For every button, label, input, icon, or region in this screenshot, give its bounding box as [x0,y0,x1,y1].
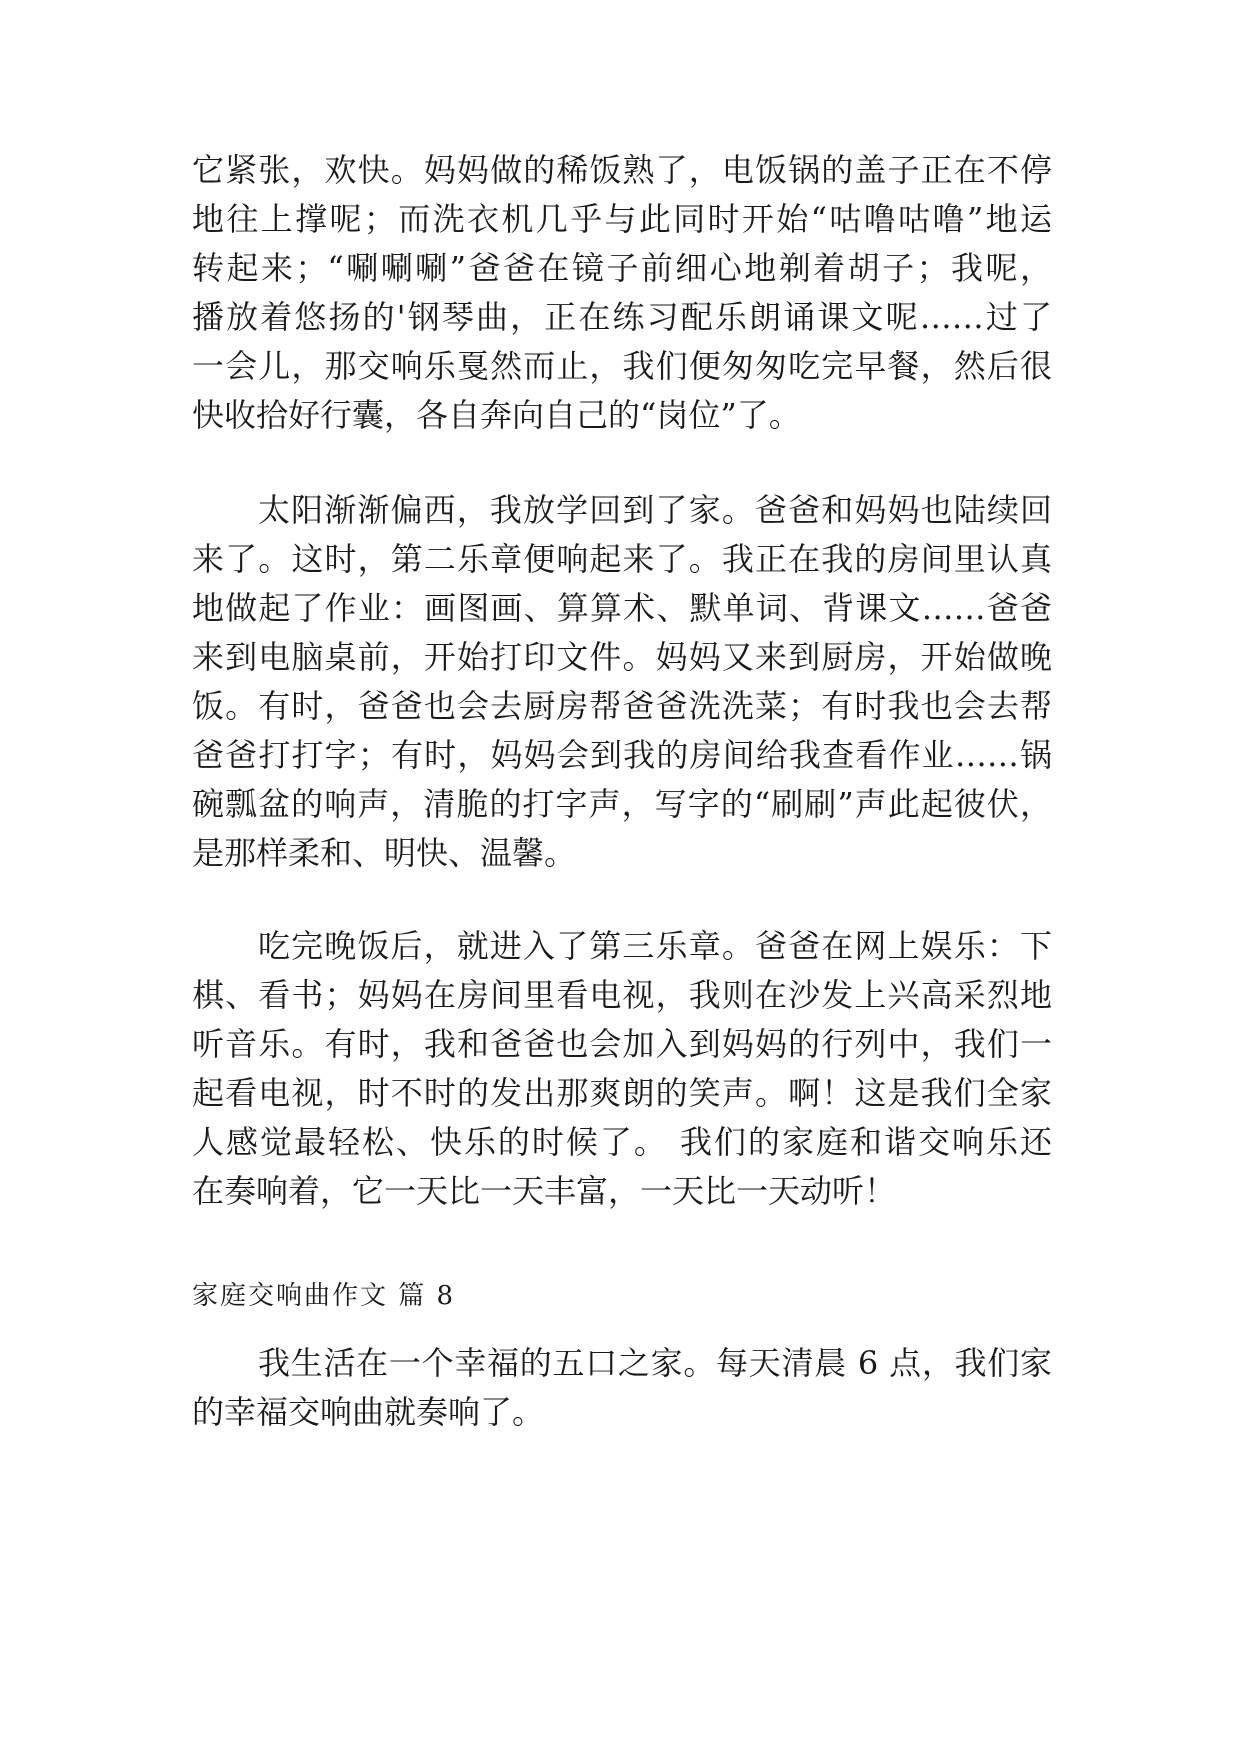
text-line: 起看电视，时不时的发出那爽朗的笑声。啊！这是我们全家 [192,1074,1052,1112]
text-line: 在奏响着，它一天比一天丰富，一天比一天动听！ [192,1172,897,1210]
text-line: 来了。这时，第二乐章便响起来了。我正在我的房间里认真 [192,540,1052,578]
section-heading: 家庭交响曲作文 篇 8 [192,1281,456,1311]
text-line: 播放着悠扬的'钢琴曲，正在练习配乐朗诵课文呢……过了 [192,298,1052,336]
text-line: 爸爸打打字；有时，妈妈会到我的房间给我查看作业……锅 [192,736,1052,774]
text-line: 太阳渐渐偏西，我放学回到了家。爸爸和妈妈也陆续回 [258,491,1052,529]
text-line: 人感觉最轻松、快乐的时候了。 我们的家庭和谐交响乐还 [192,1123,1052,1161]
text-line: 的幸福交响曲就奏响了。 [192,1393,545,1431]
text-line: 碗瓢盆的响声，清脆的打字声，写字的“刷刷”声此起彼伏， [192,785,1052,823]
text-line: 地做起了作业：画图画、算算术、默单词、背课文……爸爸 [192,589,1052,627]
text-line: 一会儿，那交响乐戛然而止，我们便匆匆吃完早餐，然后很 [192,347,1052,385]
text-line: 饭。有时，爸爸也会去厨房帮爸爸洗洗菜；有时我也会去帮 [192,687,1052,725]
text-line: 棋、看书；妈妈在房间里看电视，我则在沙发上兴高采烈地 [192,976,1052,1014]
text-line: 是那样柔和、明快、温馨。 [192,834,577,872]
text-line: 来到电脑桌前，开始打印文件。妈妈又来到厨房，开始做晚 [192,638,1052,676]
text-line: 它紧张，欢快。妈妈做的稀饭熟了，电饭锅的盖子正在不停 [192,151,1052,189]
text-line: 快收拾好行囊，各自奔向自己的“岗位”了。 [192,396,801,434]
text-line: 地往上撑呢；而洗衣机几乎与此同时开始“咕噜咕噜”地运 [192,200,1052,238]
text-line: 听音乐。有时，我和爸爸也会加入到妈妈的行列中，我们一 [192,1025,1052,1063]
text-line: 转起来；“唰唰唰”爸爸在镜子前细心地剃着胡子；我呢， [192,249,1052,287]
text-line: 我生活在一个幸福的五口之家。每天清晨 6 点，我们家 [258,1344,1052,1382]
text-line: 吃完晚饭后，就进入了第三乐章。爸爸在网上娱乐：下 [258,927,1052,965]
